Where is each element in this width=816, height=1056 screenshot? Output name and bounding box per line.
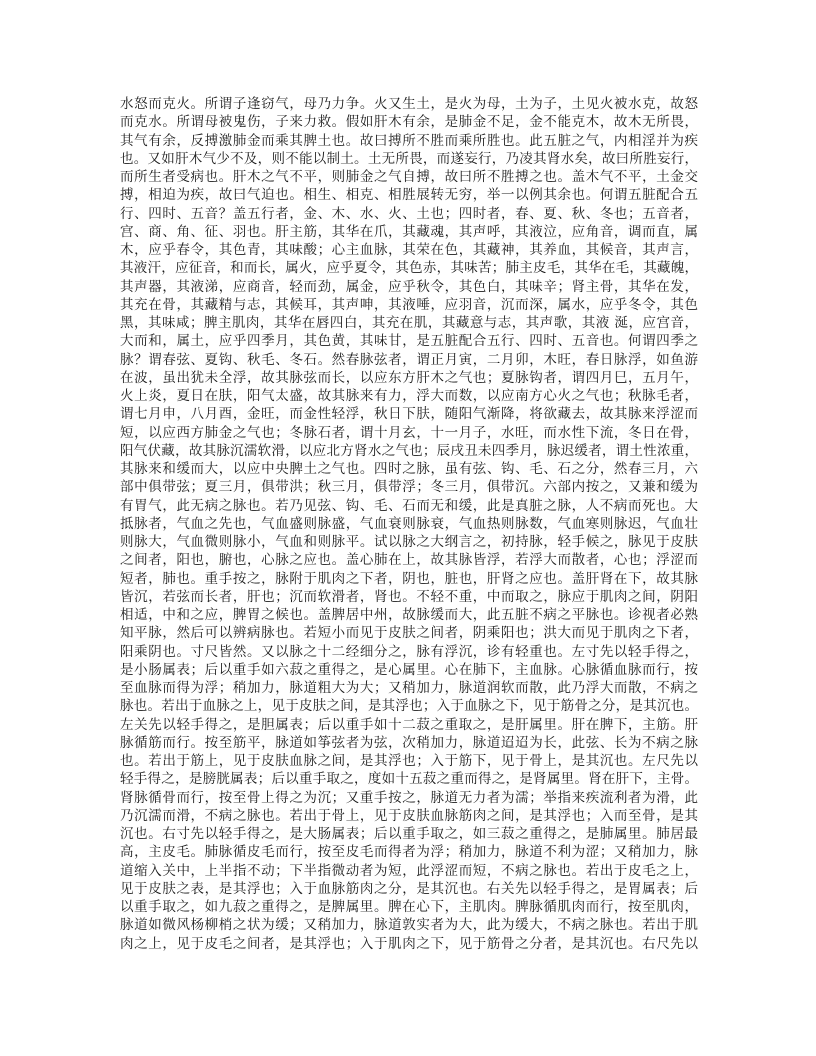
text-line: 之间者，阳也，腑也，心脉之应也。盖心肺在上，故其脉皆浮，若浮大而散者，心也；浮涩而 bbox=[120, 552, 698, 569]
text-line: 抵脉者，气血之先也，气血盛则脉盛，气血衰则脉衰，气血热则脉数，气血寒则脉迟，气血壮 bbox=[120, 515, 698, 532]
text-line: 黑，其味咸；脾主肌肉，其华在唇四白，其充在肌，其藏意与志，其声歌，其液 涎，应宫音， bbox=[120, 315, 698, 331]
text-line: 短，以应西方肺金之气也；冬脉石者，谓十月玄，十一月子，水旺，而水性下流，冬日在骨， bbox=[120, 424, 698, 441]
text-line: 其充在骨，其藏精与志，其候耳，其声呻，其液唾，应羽音，沉而深，属水，应乎冬令，其色 bbox=[120, 296, 698, 313]
text-line: 至血脉而得为浮；稍加力，脉道粗大为大；又稍加力，脉道润软而散，此乃浮大而散，不病之 bbox=[120, 680, 698, 696]
text-line: 部中俱带弦；夏三月，俱带洪；秋三月，俱带浮；冬三月，俱带沉。六部内按之，又兼和缓为 bbox=[120, 479, 698, 496]
text-line: 有胃气，此无病之脉也。若乃见弦、钩、毛、石而无和缓，此是真脏之脉，人不病而死也。大 bbox=[120, 497, 698, 514]
text-line: 行、四时、五音？盖五行者，金、木、水、火、土也；四时者，春、夏、秋、冬也；五音者， bbox=[120, 205, 698, 222]
text-line: 其声器，其液涕，应商音，轻而劲，属金，应乎秋令，其色白，其味辛；肾主骨，其华在发， bbox=[120, 278, 698, 295]
text-line: 相适，中和之应，脾胃之候也。盖脾居中州，故脉缓而大，此五脏不病之平脉也。诊视者必熟 bbox=[120, 607, 698, 623]
text-line: 木，应乎春令，其色青，其味酸；心主血脉，其荣在色，其藏神，其养血，其候音，其声言， bbox=[120, 242, 698, 258]
text-line: 见于皮肤之表，是其浮也；入于血脉筋肉之分，是其沉也。右关先以轻手得之，是胃属表；后 bbox=[120, 880, 698, 897]
text-line: 脉道如微风杨柳梢之状为缓；又稍加力，脉道敦实者为大，此为缓大，不病之脉也。若出于肌 bbox=[120, 917, 698, 934]
text-line: 脉循筋而行。按至筋平，脉道如筝弦者为弦，次稍加力，脉道迢迢为长，此弦、长为不病之脉 bbox=[120, 734, 698, 751]
text-line: 沉也。右寸先以轻手得之，是大肠属表；后以重手取之，如三菽之重得之，是肺属里。肺居最 bbox=[120, 826, 698, 842]
text-line: 其气有余，反搏激肺金而乘其脾土也。故曰搏所不胜而乘所胜也。此五脏之气，内相淫并为疾 bbox=[120, 132, 698, 149]
text-line: 宫、商、角、征、羽也。肝主筋，其华在爪，其藏魂，其声呼，其液泣，应角音，调而直，属 bbox=[120, 223, 698, 240]
text-line: 则脉大，气血微则脉小，气血和则脉平。试以脉之大纲言之，初持脉，轻手候之，脉见于皮肤 bbox=[120, 534, 698, 550]
text-line: 是小肠属表；后以重手如六菽之重得之，是心属里。心在肺下，主血脉。心脉循血脉而行，按 bbox=[120, 661, 698, 678]
text-line: 乃沉濡而滑，不病之脉也。若出于骨上，见于皮肤血脉筋肉之间，是其浮也；入而至骨，是其 bbox=[120, 807, 698, 824]
text-line: 水怒而克火。所谓子逢窃气，母乃力争。火又生土，是火为母，土为子，土见火被水克，故怒 bbox=[120, 96, 698, 112]
text-block bbox=[120, 95, 698, 953]
text-line: 脉也。若出于血脉之上，见于皮肤之间，是其浮也；入于血脉之下，见于筋骨之分，是其沉也。 bbox=[120, 698, 698, 715]
text-line: 以重手取之，如九菽之重得之，是脾属里。脾在心下，主肌肉。脾脉循肌肉而行，按至肌肉， bbox=[120, 899, 698, 915]
text-line: 肉之上，见于皮毛之间者，是其浮也；入于肌肉之下，见于筋骨之分者，是其沉也。右尺先以 bbox=[120, 935, 698, 952]
text-line: 高，主皮毛。肺脉循皮毛而行，按至皮毛而得者为浮；稍加力，脉道不利为涩；又稍加力，脉 bbox=[120, 844, 698, 861]
text-line: 知平脉，然后可以辨病脉也。若短小而见于皮肤之间者，阴乘阳也；洪大而见于肌肉之下者， bbox=[120, 625, 698, 642]
text-line: 阳气伏藏，故其脉沉濡软滑，以应北方肾水之气也；辰戌丑未四季月，脉迟缓者，谓土性浓重， bbox=[120, 442, 698, 459]
text-line: 谓七月申，八月酉，金旺，而金性轻浮，秋日下肤，随阳气渐降，将欲藏去，故其脉来浮涩而 bbox=[120, 406, 698, 423]
text-line: 搏，相迫为疾，故曰气迫也。相生、相克、相胜展转无穷，举一以例其余也。何谓五脏配合五 bbox=[120, 187, 698, 204]
text-line: 火上炎，夏日在肤，阳气太盛，故其脉来有力，浮大而数，以应南方心火之气也；秋脉毛者， bbox=[120, 388, 698, 404]
text-line: 而克水。所谓母被鬼伤，子来力救。假如肝木有余，是肺金不足，金不能克木，故木无所畏， bbox=[120, 114, 698, 131]
text-line: 短者，肺也。重手按之，脉附于肌肉之下者，阴也，脏也，肝肾之应也。盖肝肾在下，故其脉 bbox=[120, 570, 698, 587]
text-line: 在波，虽出犹未全浮，故其脉弦而长，以应东方肝木之气也；夏脉钩者，谓四月巳，五月午， bbox=[120, 369, 698, 386]
text-line: 左关先以轻手得之，是胆属表；后以重手如十二菽之重取之，是肝属里。肝在脾下，主筋。肝 bbox=[120, 716, 698, 733]
text-line: 道缩入关中，上半指不动；下半指微动者为短，此浮涩而短，不病之脉也。若出于皮毛之上， bbox=[120, 862, 698, 879]
text-line: 也。又如肝木气少不及，则不能以制土。土无所畏，而遂妄行，乃凌其肾水矣，故曰所胜妄行， bbox=[120, 150, 698, 167]
text-line: 也。若出于筋上，见于皮肤血脉之间，是其浮也；入于筋下，见于骨上，是其沉也。左尺先以 bbox=[120, 753, 698, 769]
text-line: 脉？谓春弦、夏钩、秋毛、冬石。然春脉弦者，谓正月寅，二月卯，木旺，春日脉浮，如鱼游 bbox=[120, 351, 698, 368]
text-line: 其脉来和缓而大，以应中央脾土之气也。四时之脉，虽有弦、钩、毛、石之分，然春三月，六 bbox=[120, 461, 698, 477]
text-line: 轻手得之，是膀胱属表；后以重手取之，度如十五菽之重而得之，是肾属里。肾在肝下，主骨。 bbox=[120, 771, 698, 788]
text-line: 其液汗，应征音，和而长，属火，应乎夏令，其色赤，其味苦；肺主皮毛，其华在毛，其藏魄， bbox=[120, 260, 698, 277]
text-line: 皆沉，若弦而长者，肝也；沉而软滑者，肾也。不轻不重，中而取之，脉应于肌肉之间，阴阳 bbox=[120, 588, 698, 605]
text-line: 阳乘阴也。寸尺皆然。又以脉之十二经细分之，脉有浮沉，诊有轻重也。左寸先以轻手得之， bbox=[120, 643, 698, 660]
text-line: 大而和，属土，应乎四季月，其色黄，其味甘，是五脏配合五行、四时、五音也。何谓四季之 bbox=[120, 333, 698, 350]
text-line: 而所生者受病也。肝木之气不平，则肺金之气自搏，故曰所不胜搏之也。盖木气不平，土金交 bbox=[120, 169, 698, 185]
text-line: 肾脉循骨而行，按至骨上得之为沉；又重手按之，脉道无力者为濡；举指来疾流利者为滑，此 bbox=[120, 789, 698, 806]
